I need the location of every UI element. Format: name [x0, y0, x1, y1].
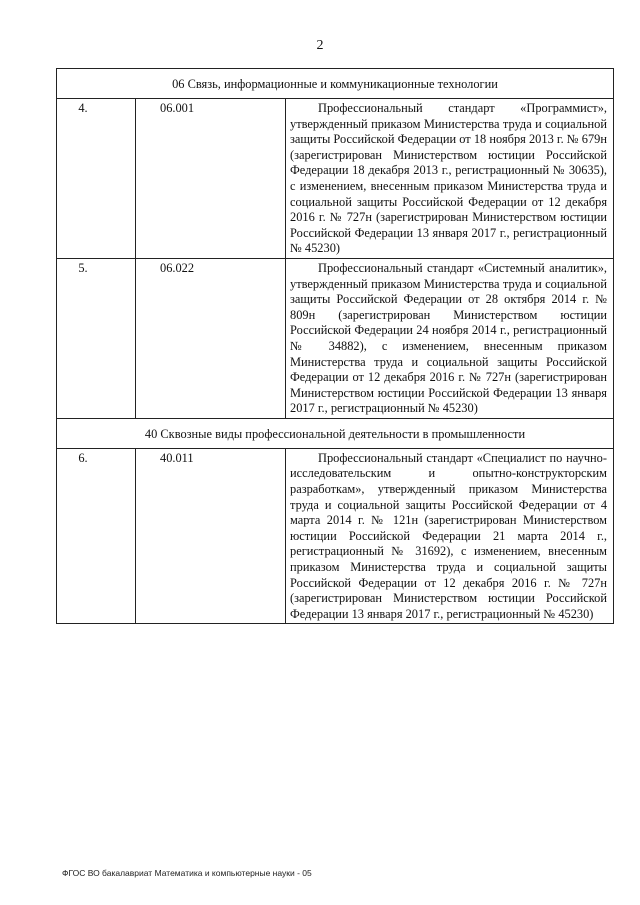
standard-description: Профессиональный стандарт «Специалист по научно-исследовательским и опытно-конструкторским разработкам», утвержденный приказом Министерства труда и социальной защиты Российской Федерации от 4 марта 2014 г. № 121н (зарегистрирован Министерством юстиции Российской Федерации 21 марта 2014 г., регистрационный № 31692), с изменением, внесенным приказом Министерства труда и социальной защиты Российской Федерации от 12 декабря 2016 г. № 727н (зарегистрирован Министерством юстиции Российской Федерации 13 января 2017 г., регистрационный № 45230)	[286, 448, 614, 624]
table-row	[57, 448, 614, 624]
table-row	[57, 258, 614, 418]
section-header-row	[57, 418, 614, 448]
section-title: 06 Связь, информационные и коммуникационные технологии	[57, 69, 614, 99]
standard-description: Профессиональный стандарт «Программист», утвержденный приказом Министерства труда и социальной защиты Российской Федерации от 18 ноября 2013 г. № 679н (зарегистрирован Министерством юстиции Российской Федерации 18 декабря 2013 г., регистрационный № 30635), с изменением, внесенным приказом Министерства труда и социальной защиты Российской Федерации от 12 декабря 2016 г. № 727н (зарегистрирован Министерством юстиции Российской Федерации 13 января 2017 г., регистрационный № 45230)	[286, 99, 614, 259]
row-number: 4.	[57, 99, 136, 259]
professional-standards-table	[56, 68, 614, 624]
standard-code: 40.011	[136, 448, 286, 624]
page-number: 2	[316, 38, 324, 53]
row-number: 5.	[57, 258, 136, 418]
standard-description: Профессиональный стандарт «Системный аналитик», утвержденный приказом Министерства труда и социальной защиты Российской Федерации от 28 октября 2014 г. № 809н (зарегистрирован Министерством юстиции Российской Федерации 24 ноября 2014 г., регистрационный № 34882), с изменением, внесенным приказом Министерства труда и социальной защиты Российской Федерации от 12 декабря 2016 г. № 727н (зарегистрирован Министерством юстиции Российской Федерации 13 января 2017 г., регистрационный № 45230)	[286, 258, 614, 418]
row-number: 6.	[57, 448, 136, 624]
section-title: 40 Сквозные виды профессиональной деятельности в промышленности	[57, 418, 614, 448]
document-footer: ФГОС ВО бакалавриат Математика и компьютерные науки - 05	[62, 868, 312, 878]
table-row	[57, 99, 614, 259]
standard-code: 06.001	[136, 99, 286, 259]
standard-code: 06.022	[136, 258, 286, 418]
section-header-row	[57, 69, 614, 99]
